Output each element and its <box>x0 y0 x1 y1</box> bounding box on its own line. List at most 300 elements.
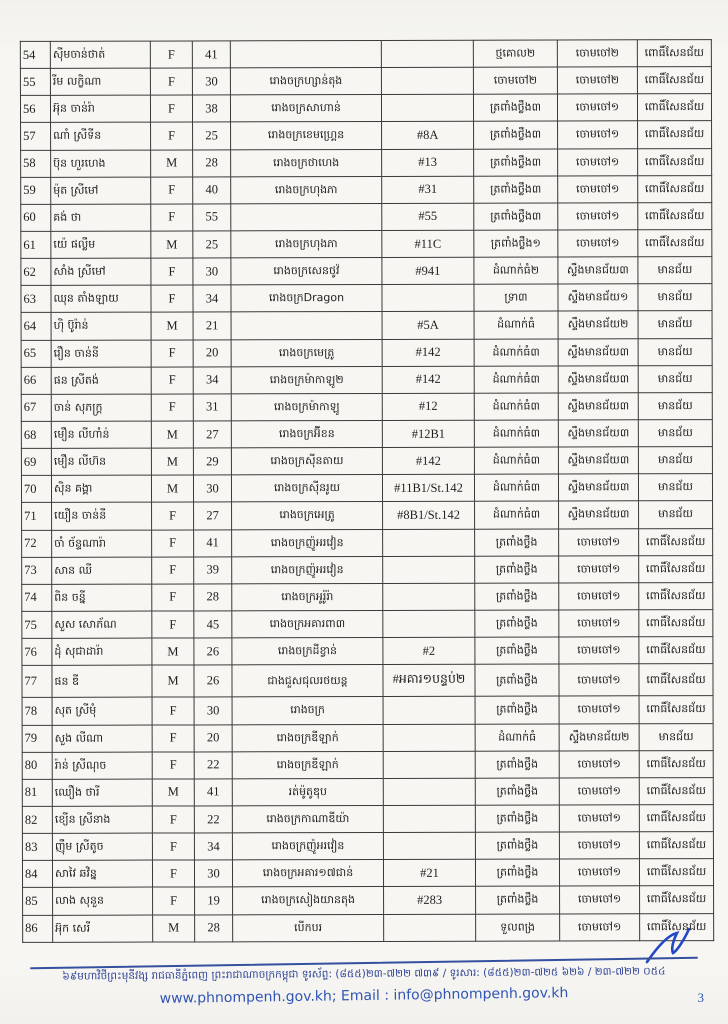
cell-workplace: រោងចក្រ <box>232 697 383 725</box>
cell-age: 19 <box>195 887 233 914</box>
cell-age: 34 <box>193 285 231 312</box>
cell-age: 55 <box>193 204 231 231</box>
table-row <box>21 230 712 259</box>
cell-gender: M <box>151 312 193 339</box>
cell-age: 41 <box>192 41 230 68</box>
cell-village: ចោមចៅ២ <box>473 67 557 94</box>
cell-gender: F <box>152 833 194 860</box>
cell-commune: ចោមចៅ១ <box>558 148 638 175</box>
cell-gender: F <box>152 529 194 556</box>
cell-row-number: 69 <box>21 448 51 475</box>
cell-commune: ស្ទឹងមានជ័យ៣ <box>558 420 638 447</box>
cell-workplace: រោងចក្រម៉ាកាឡូ <box>231 393 382 421</box>
cell-village: ដំណាក់ធំ៣ <box>474 339 558 366</box>
cell-row-number: 78 <box>22 698 52 725</box>
table-row <box>20 94 711 123</box>
footer-address-line: ៦៩មហាវិថីព្រះមុនីវង្ស រាជធានីភ្នំពេញ ព្រះរាជាណាចក្រកម្ពុជា ទូរស័ព្ទ: (៨៥៥)២៣-៧២២ ៧៣៩ / ទូរសារ: (៨៥៥)២៣-៧២៥ ៦២៦ / ២៣-៧២២ ០៥៤ <box>62 965 666 983</box>
cell-house-number <box>383 697 475 724</box>
cell-commune: ចោមចៅ១ <box>559 637 639 664</box>
cell-workplace: រោងចក្រអគារពា៣ <box>232 610 383 638</box>
cell-gender: F <box>152 860 194 887</box>
cell-commune: ស្ទឹងមានជ័យ៣ <box>558 338 638 365</box>
table-row <box>21 175 712 204</box>
cell-name: អ៊ុន ចាន់រ៉ា <box>50 95 150 122</box>
cell-house-number <box>383 556 475 583</box>
table-row <box>21 338 712 367</box>
cell-gender: F <box>150 41 192 68</box>
cell-district: ពោធិ៍សែនជ័យ <box>638 202 712 229</box>
cell-village: ដំណាក់ធំ៣ <box>474 447 558 474</box>
cell-name: សុត ស្រីមុំ <box>52 698 152 725</box>
cell-commune: ចោមចៅ១ <box>559 528 639 555</box>
footer-website-email[interactable]: www.phnompenh.gov.kh; Email : info@phnompenh.gov.kh <box>159 985 569 1007</box>
cell-house-number: #12 <box>382 393 474 420</box>
cell-village: ថ្មគោល២ <box>473 40 557 67</box>
cell-age: 28 <box>194 584 232 611</box>
cell-district: មានជ័យ <box>638 284 712 311</box>
table-row <box>21 365 712 394</box>
cell-workplace: រត់ម៉ូតូឌុប <box>232 778 383 806</box>
cell-district: មានជ័យ <box>639 723 713 750</box>
cell-village: ត្រពាំងថ្លឹង <box>476 886 560 913</box>
cell-workplace: រោងចក្រមេត្រូ <box>231 339 382 367</box>
cell-gender: F <box>152 584 194 611</box>
cell-name: ហ៊ិ ប៊ូរ៉ាន់ <box>51 312 151 339</box>
cell-district: ពោធិ៍សែនជ័យ <box>639 528 713 555</box>
cell-house-number <box>384 914 476 942</box>
cell-district: ពោធិ៍សែនជ័យ <box>639 777 713 804</box>
table-row <box>22 696 713 725</box>
cell-row-number: 62 <box>21 258 51 285</box>
cell-row-number: 85 <box>23 888 53 915</box>
cell-workplace: បើកបរ <box>233 914 384 942</box>
cell-village: ទ្រា៣ <box>474 284 558 311</box>
cell-name: សាំង ស្រីមៅ <box>51 258 151 285</box>
table-row <box>22 555 713 584</box>
cell-gender: F <box>152 557 194 584</box>
cell-gender: M <box>151 231 193 258</box>
cell-commune: ចោមចៅ១ <box>557 94 637 121</box>
cell-commune: ចោមចៅ១ <box>558 230 638 257</box>
cell-workplace: រោងចក្រកាណាឌីយ៉ា <box>232 805 383 833</box>
cell-age: 34 <box>194 833 232 860</box>
cell-age: 28 <box>193 149 231 176</box>
cell-name: ផន ឌី <box>52 665 152 697</box>
cell-row-number: 76 <box>22 638 52 665</box>
cell-workplace <box>231 312 382 340</box>
cell-workplace: រោងចក្រថាហេង <box>231 149 382 177</box>
cell-commune: ចោមចៅ១ <box>559 583 639 610</box>
cell-workplace <box>231 203 382 231</box>
cell-district: ពោធិ៍សែនជ័យ <box>639 555 713 582</box>
cell-house-number: #5A <box>382 312 474 339</box>
cell-village: ត្រពាំងថ្លឹង <box>475 778 559 805</box>
cell-workplace: រោងចក្រដីខ្វាន់ <box>232 638 383 666</box>
cell-district: ពោធិ៍សែនជ័យ <box>639 859 713 886</box>
cell-gender: F <box>152 725 194 752</box>
cell-district: មានជ័យ <box>638 420 712 447</box>
cell-house-number <box>383 610 475 637</box>
cell-row-number: 80 <box>22 752 52 779</box>
cell-name: សាវៃ ឆវិន្ន <box>52 860 152 887</box>
cell-village: ដំណាក់ធំ <box>474 311 558 338</box>
cell-age: 30 <box>194 697 232 724</box>
cell-district: ពោធិ៍សែនជ័យ <box>639 832 713 859</box>
cell-district: ពោធិ៍សែនជ័យ <box>639 750 713 777</box>
cell-district: ពោធិ៍សែនជ័យ <box>638 121 712 148</box>
cell-workplace: រោងចក្រញ៉ូអរវៀន <box>232 556 383 584</box>
cell-row-number: 74 <box>22 584 52 611</box>
cell-gender: M <box>152 779 194 806</box>
table-row <box>21 311 712 340</box>
cell-gender: F <box>153 887 195 914</box>
table-row <box>22 805 713 834</box>
cell-age: 26 <box>194 665 232 697</box>
cell-workplace: រោងចក្រខេមហ្គ្រេន <box>231 122 382 150</box>
cell-row-number: 83 <box>22 833 52 860</box>
cell-house-number <box>381 40 473 67</box>
cell-village: ត្រពាំងថ្លឹង៣ <box>474 203 558 230</box>
cell-workplace: រោងចក្រញ៉ូអរវៀន <box>232 833 383 861</box>
cell-commune: ស្ទឹងមានជ័យ២ <box>559 723 639 750</box>
cell-house-number: #8A <box>382 122 474 149</box>
cell-age: 21 <box>193 312 231 339</box>
cell-district: មានជ័យ <box>638 474 712 501</box>
cell-name: ឈឿង ថារី <box>52 779 152 806</box>
cell-village: ដំណាក់ធំ៣ <box>475 501 559 528</box>
cell-district: ពោធិ៍សែនជ័យ <box>639 805 713 832</box>
cell-workplace: រោងចក្រហុងភា <box>231 230 382 258</box>
cell-village: ត្រពាំងថ្លឹង <box>475 637 559 664</box>
cell-village: ត្រពាំងថ្លឹង៣ <box>473 94 557 121</box>
cell-workplace: រោងចក្រញ៉ូអរវៀន <box>232 529 383 557</box>
cell-row-number: 84 <box>22 861 52 888</box>
cell-age: 28 <box>195 914 233 942</box>
cell-village: ត្រពាំងថ្លឹង <box>475 529 559 556</box>
table-row <box>21 420 712 449</box>
page-footer <box>0 950 728 1024</box>
cell-row-number: 72 <box>22 530 52 557</box>
cell-commune: ចោមចៅ១ <box>559 751 639 778</box>
cell-age: 25 <box>193 122 231 149</box>
cell-age: 22 <box>194 806 232 833</box>
table-row <box>23 886 714 915</box>
cell-gender: M <box>152 665 194 697</box>
cell-district: ពោធិ៍សែនជ័យ <box>640 886 714 913</box>
cell-row-number: 56 <box>20 96 50 123</box>
cell-village: ត្រពាំងថ្លឹង <box>475 859 559 886</box>
table-row <box>22 777 713 806</box>
cell-workplace: រោងចក្រស៊ីនរូយ <box>231 475 382 503</box>
table-row <box>22 637 713 666</box>
cell-district: ពោធិ៍សែនជ័យ <box>639 610 713 637</box>
table-row <box>20 67 711 96</box>
cell-district: ពោធិ៍សែនជ័យ <box>637 40 711 67</box>
cell-gender: F <box>151 394 193 421</box>
cell-row-number: 75 <box>22 611 52 638</box>
cell-gender: F <box>152 806 194 833</box>
cell-commune: ចោមចៅ១ <box>560 886 640 913</box>
cell-gender: M <box>151 150 193 177</box>
cell-village: ត្រពាំងថ្លឹង <box>475 832 559 859</box>
cell-workplace: រោងចក្រសៀងយានតុង <box>233 887 384 915</box>
cell-name: រ៉ាន់ ស្រីណុច <box>52 752 152 779</box>
table-row <box>22 832 713 861</box>
cell-row-number: 70 <box>21 476 51 503</box>
cell-house-number <box>383 832 475 859</box>
cell-name: ញ៉ឹម ស្រីតូច <box>52 833 152 860</box>
cell-house-number <box>383 529 475 556</box>
cell-age: 30 <box>193 475 231 502</box>
cell-village: ត្រពាំងថ្លឹង <box>475 664 559 696</box>
cell-house-number <box>383 778 475 805</box>
cell-name: រីម លក្ខិណា <box>50 68 150 95</box>
cell-district: ពោធិ៍សែនជ័យ <box>639 637 713 664</box>
cell-commune: ស្ទឹងមានជ័យ២ <box>558 311 638 338</box>
cell-commune: ចោមចៅ១ <box>559 555 639 582</box>
table-row <box>21 447 712 476</box>
cell-name: ចាន់ សុភក្ត្រ <box>51 394 151 421</box>
cell-row-number: 60 <box>21 204 51 231</box>
cell-village: ដំណាក់ធំ <box>475 724 559 751</box>
cell-commune: ចោមចៅ១ <box>559 805 639 832</box>
cell-district: មានជ័យ <box>638 257 712 284</box>
cell-village: ត្រពាំងថ្លឹង៣ <box>474 176 558 203</box>
cell-house-number: #941 <box>382 257 474 284</box>
cell-house-number: #31 <box>382 176 474 203</box>
cell-row-number: 59 <box>21 177 51 204</box>
cell-name: ពិន ចន្នី <box>52 584 152 611</box>
cell-district: ពោធិ៍សែនជ័យ <box>640 913 714 941</box>
cell-village: ត្រពាំងថ្លឹង <box>475 610 559 637</box>
cell-gender: M <box>151 448 193 475</box>
cell-workplace: រោងចក្រអ៊ីខន <box>231 420 382 448</box>
cell-name: ណាំ ស្រីទីន <box>51 122 151 149</box>
cell-name: ខ្យើន ស្រីនាង <box>52 806 152 833</box>
cell-workplace: រោងចក្រហ្សាន់តុង <box>230 68 381 96</box>
cell-row-number: 67 <box>21 394 51 421</box>
cell-name: មឿន លីហ៊ន <box>51 448 151 475</box>
cell-house-number: #11B1/St.142 <box>382 474 474 501</box>
table-row <box>22 859 713 888</box>
cell-row-number: 64 <box>21 313 51 340</box>
table-row <box>21 257 712 286</box>
cell-district: ពោធិ៍សែនជ័យ <box>637 94 711 121</box>
cell-commune: ចោមចៅ២ <box>557 67 637 94</box>
cell-workplace: ជាងជួសជុលរថយន្ត <box>232 665 383 698</box>
cell-commune: ចោមចៅ១ <box>559 696 639 723</box>
cell-district: មានជ័យ <box>638 365 712 392</box>
cell-workplace <box>230 40 381 68</box>
table-row <box>21 121 712 150</box>
cell-village: ត្រពាំងថ្លឹង៣ <box>474 149 558 176</box>
cell-house-number: #8B1/St.142 <box>383 502 475 529</box>
table-row <box>22 528 713 557</box>
cell-row-number: 58 <box>21 150 51 177</box>
table-body <box>20 40 713 943</box>
cell-name: ម៉ុត ស្រីមៅ <box>51 177 151 204</box>
table-row <box>21 392 712 421</box>
cell-district: ពោធិ៍សែនជ័យ <box>639 696 713 723</box>
cell-commune: ចោមចៅ១ <box>558 203 638 230</box>
cell-house-number: #142 <box>382 447 474 474</box>
cell-gender: M <box>151 475 193 502</box>
cell-commune: ស្ទឹងមានជ័យ១ <box>558 284 638 311</box>
cell-row-number: 61 <box>21 231 51 258</box>
cell-village: ត្រពាំងថ្លឹង <box>475 696 559 723</box>
cell-commune: ស្ទឹងមានជ័យ៣ <box>558 474 638 501</box>
cell-workplace: រោងចក្រអូរ៉ូរ៉ា <box>232 583 383 611</box>
cell-village: ដំណាក់ធំ៣ <box>474 420 558 447</box>
cell-house-number: #11C <box>382 230 474 257</box>
cell-house-number <box>383 805 475 832</box>
table-row <box>23 913 714 942</box>
cell-name: ឈុន តាំងឡាយ <box>51 285 151 312</box>
cell-age: 38 <box>192 95 230 122</box>
cell-row-number: 63 <box>21 286 51 313</box>
cell-house-number: #អគារ១បន្ទប់២ <box>383 664 475 696</box>
cell-district: មានជ័យ <box>638 447 712 474</box>
page-number: 3 <box>697 990 704 1005</box>
cell-commune: ស្ទឹងមានជ័យ៣ <box>558 447 638 474</box>
cell-row-number: 54 <box>20 41 50 68</box>
cell-age: 22 <box>194 752 232 779</box>
table-row <box>22 750 713 779</box>
cell-row-number: 55 <box>20 68 50 95</box>
cell-workplace: រោងចក្រស៊ីនតាយ <box>231 448 382 476</box>
residents-table <box>20 39 714 943</box>
table-row <box>22 664 713 698</box>
cell-row-number: 77 <box>22 666 52 698</box>
cell-workplace: រោងចក្រម៉ាកាឡូ២ <box>231 366 382 394</box>
cell-house-number <box>383 583 475 610</box>
table-row <box>20 40 711 69</box>
cell-house-number: #283 <box>384 887 476 914</box>
cell-name: សួង លីណា <box>52 725 152 752</box>
cell-district: ពោធិ៍សែនជ័យ <box>639 582 713 609</box>
cell-house-number <box>381 67 473 94</box>
cell-district: មានជ័យ <box>638 338 712 365</box>
table-row <box>21 474 712 503</box>
cell-village: ដំណាក់ធំ២ <box>474 257 558 284</box>
cell-gender: F <box>151 340 193 367</box>
cell-commune: ចោមចៅ១ <box>559 610 639 637</box>
cell-district: មានជ័យ <box>639 501 713 528</box>
cell-gender: F <box>152 502 194 529</box>
cell-village: ដំណាក់ធំ៣ <box>474 366 558 393</box>
cell-district: ពោធិ៍សែនជ័យ <box>638 175 712 202</box>
cell-village: ត្រពាំងថ្លឹង៣ <box>474 121 558 148</box>
cell-district: មានជ័យ <box>638 311 712 338</box>
cell-workplace: រោងចក្រសេនថូវ៉ <box>231 258 382 286</box>
cell-district: ពោធិ៍សែនជ័យ <box>639 664 713 696</box>
cell-village: ត្រពាំងថ្លឹង <box>475 805 559 832</box>
table-row <box>21 284 712 313</box>
cell-district: ពោធិ៍សែនជ័យ <box>638 148 712 175</box>
cell-commune: ចោមចៅ១ <box>559 859 639 886</box>
cell-house-number <box>383 724 475 751</box>
cell-house-number <box>382 284 474 311</box>
cell-gender: F <box>151 122 193 149</box>
cell-workplace: រោងចក្រអេត្រូ <box>232 502 383 530</box>
cell-name: រឿន ចាន់នី <box>51 340 151 367</box>
cell-name: ស៊ិន គង្គា <box>51 475 151 502</box>
cell-gender: F <box>152 697 194 724</box>
cell-commune: ស្ទឹងមានជ័យ៣ <box>558 257 638 284</box>
cell-gender: F <box>151 258 193 285</box>
cell-commune: ចោមចៅ១ <box>559 664 639 696</box>
cell-commune: ចោមចៅ១ <box>558 121 638 148</box>
cell-row-number: 79 <box>22 725 52 752</box>
cell-age: 25 <box>193 231 231 258</box>
cell-house-number: #55 <box>382 203 474 230</box>
cell-age: 30 <box>193 258 231 285</box>
cell-age: 30 <box>194 860 232 887</box>
cell-gender: F <box>152 611 194 638</box>
cell-age: 27 <box>193 421 231 448</box>
cell-village: ត្រពាំងថ្លឹង១ <box>474 230 558 257</box>
cell-commune: ចោមចៅ១ <box>559 832 639 859</box>
cell-house-number: #2 <box>383 637 475 664</box>
cell-name: ផន ស្រីតង់ <box>51 367 151 394</box>
cell-gender: F <box>151 285 193 312</box>
cell-row-number: 82 <box>22 806 52 833</box>
cell-house-number: #12B1 <box>382 420 474 447</box>
cell-village: ត្រពាំងថ្លឹង <box>475 751 559 778</box>
cell-house-number: #142 <box>382 366 474 393</box>
cell-village: ដំណាក់ធំ៣ <box>474 474 558 501</box>
cell-gender: M <box>151 421 193 448</box>
cell-name: សាន ឈី <box>52 557 152 584</box>
cell-gender: F <box>151 204 193 231</box>
cell-age: 40 <box>193 177 231 204</box>
cell-name: យ៉េ ផល្លឹម <box>51 231 151 258</box>
cell-age: 39 <box>194 557 232 584</box>
cell-house-number <box>383 751 475 778</box>
cell-age: 41 <box>194 529 232 556</box>
cell-commune: ស្ទឹងមានជ័យ៣ <box>558 365 638 392</box>
cell-age: 45 <box>194 611 232 638</box>
cell-name: អ៊ុក សេរី <box>53 915 153 943</box>
cell-commune: ស្ទឹងមានជ័យ៣ <box>558 393 638 420</box>
cell-workplace: រោងចក្រឌីឡាក់ <box>232 724 383 752</box>
cell-house-number: #21 <box>383 860 475 887</box>
cell-age: 20 <box>193 339 231 366</box>
cell-village: ដំណាក់ធំ៣ <box>474 393 558 420</box>
cell-gender: F <box>151 367 193 394</box>
cell-commune: ចោមចៅ២ <box>557 40 637 67</box>
cell-gender: F <box>150 95 192 122</box>
cell-commune: ចោមចៅ១ <box>560 913 640 941</box>
cell-district: មានជ័យ <box>638 392 712 419</box>
cell-name: ដុំ សុជាដារ៉ា <box>52 638 152 665</box>
cell-district: ពោធិ៍សែនជ័យ <box>637 67 711 94</box>
cell-workplace: រោងចក្រសាហាន់ <box>230 95 381 123</box>
cell-house-number: #13 <box>382 149 474 176</box>
cell-workplace: រោងចក្រហុងភា <box>231 176 382 204</box>
cell-gender: M <box>153 915 195 943</box>
cell-age: 30 <box>192 68 230 95</box>
cell-village: ត្រពាំងថ្លឹង <box>475 556 559 583</box>
cell-workplace: រោងចក្រDragon <box>231 285 382 313</box>
cell-row-number: 71 <box>22 503 52 530</box>
cell-row-number: 73 <box>22 557 52 584</box>
cell-workplace: រោងចក្រឌីឡាក់ <box>232 751 383 779</box>
table-row <box>21 148 712 177</box>
cell-age: 29 <box>193 448 231 475</box>
cell-age: 41 <box>194 779 232 806</box>
cell-gender: F <box>152 752 194 779</box>
